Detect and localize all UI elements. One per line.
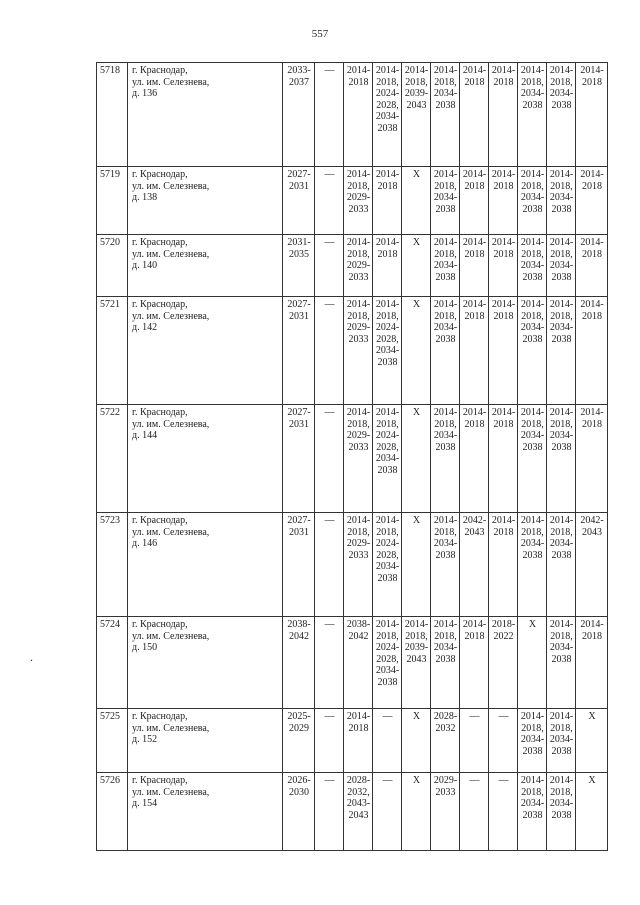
- period-cell: 2014- 2018, 2024- 2028, 2034- 2038: [373, 63, 402, 167]
- period-cell: 2014- 2018, 2039- 2043: [402, 63, 431, 167]
- period-cell: —: [460, 709, 489, 773]
- stray-mark: .: [30, 650, 33, 664]
- period-cell: 2014- 2018: [460, 167, 489, 235]
- address-cell: г. Краснодар, ул. им. Селезнева, д. 146: [128, 513, 283, 617]
- table-row: [97, 63, 608, 167]
- period-cell: 2014- 2018: [460, 235, 489, 297]
- address-cell: г. Краснодар, ул. им. Селезнева, д. 150: [128, 617, 283, 709]
- period-cell: X: [576, 773, 608, 851]
- period-cell: 2014- 2018: [460, 63, 489, 167]
- address-cell: г. Краснодар, ул. им. Селезнева, д. 152: [128, 709, 283, 773]
- period-cell: 2014- 2018: [489, 235, 518, 297]
- period-cell: 2014- 2018, 2024- 2028, 2034- 2038: [373, 617, 402, 709]
- period-cell: 2014- 2018, 2039- 2043: [402, 617, 431, 709]
- table-row: [97, 297, 608, 405]
- period-cell: 2014- 2018: [460, 617, 489, 709]
- period-cell: 2014- 2018: [489, 297, 518, 405]
- period-cell: 2014- 2018: [576, 167, 608, 235]
- period-cell: —: [315, 405, 344, 513]
- page-number: 557: [311, 28, 329, 40]
- row-number: 5721: [97, 297, 128, 405]
- period-cell: 2027- 2031: [283, 513, 315, 617]
- period-cell: 2014- 2018, 2034- 2038: [547, 167, 576, 235]
- period-cell: —: [460, 773, 489, 851]
- period-cell: 2014- 2018: [460, 297, 489, 405]
- period-cell: 2014- 2018: [576, 617, 608, 709]
- table-row: [97, 617, 608, 709]
- period-cell: 2014- 2018, 2034- 2038: [431, 405, 460, 513]
- period-cell: 2014- 2018, 2034- 2038: [518, 709, 547, 773]
- registry-table: [96, 62, 608, 851]
- address-cell: г. Краснодар, ул. им. Селезнева, д. 142: [128, 297, 283, 405]
- period-cell: X: [402, 297, 431, 405]
- period-cell: 2014- 2018, 2024- 2028, 2034- 2038: [373, 405, 402, 513]
- row-number: 5722: [97, 405, 128, 513]
- period-cell: 2014- 2018, 2029- 2033: [344, 405, 373, 513]
- row-number: 5718: [97, 63, 128, 167]
- period-cell: —: [489, 709, 518, 773]
- period-cell: 2014- 2018, 2034- 2038: [518, 63, 547, 167]
- period-cell: X: [518, 617, 547, 709]
- period-cell: —: [373, 773, 402, 851]
- table-row: [97, 167, 608, 235]
- period-cell: 2031- 2035: [283, 235, 315, 297]
- table-row: [97, 773, 608, 851]
- period-cell: 2027- 2031: [283, 167, 315, 235]
- period-cell: 2014- 2018: [460, 405, 489, 513]
- period-cell: —: [315, 297, 344, 405]
- row-number: 5726: [97, 773, 128, 851]
- period-cell: 2014- 2018: [576, 297, 608, 405]
- table-body: [97, 63, 608, 851]
- period-cell: 2028- 2032, 2043- 2043: [344, 773, 373, 851]
- address-cell: г. Краснодар, ул. им. Селезнева, д. 136: [128, 63, 283, 167]
- period-cell: 2029- 2033: [431, 773, 460, 851]
- period-cell: X: [576, 709, 608, 773]
- period-cell: 2026- 2030: [283, 773, 315, 851]
- period-cell: 2014- 2018: [489, 63, 518, 167]
- period-cell: 2014- 2018, 2024- 2028, 2034- 2038: [373, 297, 402, 405]
- period-cell: 2014- 2018, 2034- 2038: [431, 167, 460, 235]
- period-cell: 2014- 2018: [576, 235, 608, 297]
- period-cell: —: [315, 513, 344, 617]
- period-cell: 2014- 2018, 2034- 2038: [518, 235, 547, 297]
- period-cell: 2042- 2043: [576, 513, 608, 617]
- period-cell: X: [402, 773, 431, 851]
- period-cell: 2014- 2018, 2034- 2038: [547, 235, 576, 297]
- period-cell: 2014- 2018, 2034- 2038: [547, 405, 576, 513]
- period-cell: 2014- 2018, 2034- 2038: [431, 617, 460, 709]
- period-cell: 2028- 2032: [431, 709, 460, 773]
- period-cell: X: [402, 235, 431, 297]
- period-cell: 2038- 2042: [283, 617, 315, 709]
- period-cell: X: [402, 709, 431, 773]
- period-cell: 2033- 2037: [283, 63, 315, 167]
- period-cell: 2014- 2018: [489, 167, 518, 235]
- period-cell: 2014- 2018, 2029- 2033: [344, 167, 373, 235]
- period-cell: 2014- 2018, 2034- 2038: [431, 235, 460, 297]
- address-cell: г. Краснодар, ул. им. Селезнева, д. 138: [128, 167, 283, 235]
- period-cell: 2038- 2042: [344, 617, 373, 709]
- table-row: [97, 709, 608, 773]
- period-cell: 2014- 2018, 2034- 2038: [547, 773, 576, 851]
- table-row: [97, 235, 608, 297]
- period-cell: 2027- 2031: [283, 405, 315, 513]
- period-cell: 2014- 2018: [373, 235, 402, 297]
- period-cell: 2014- 2018: [344, 63, 373, 167]
- row-number: 5723: [97, 513, 128, 617]
- period-cell: —: [489, 773, 518, 851]
- period-cell: 2014- 2018, 2034- 2038: [518, 167, 547, 235]
- period-cell: X: [402, 513, 431, 617]
- period-cell: X: [402, 167, 431, 235]
- period-cell: —: [315, 235, 344, 297]
- period-cell: 2027- 2031: [283, 297, 315, 405]
- row-number: 5725: [97, 709, 128, 773]
- period-cell: 2014- 2018, 2034- 2038: [431, 63, 460, 167]
- period-cell: 2014- 2018, 2034- 2038: [431, 513, 460, 617]
- period-cell: 2018- 2022: [489, 617, 518, 709]
- period-cell: 2014- 2018: [489, 513, 518, 617]
- period-cell: 2014- 2018: [489, 405, 518, 513]
- period-cell: 2014- 2018, 2034- 2038: [518, 773, 547, 851]
- table-row: [97, 405, 608, 513]
- period-cell: 2014- 2018: [576, 405, 608, 513]
- period-cell: 2014- 2018, 2034- 2038: [547, 617, 576, 709]
- period-cell: —: [315, 63, 344, 167]
- period-cell: —: [315, 167, 344, 235]
- table-row: [97, 513, 608, 617]
- address-cell: г. Краснодар, ул. им. Селезнева, д. 144: [128, 405, 283, 513]
- period-cell: 2014- 2018, 2034- 2038: [547, 297, 576, 405]
- row-number: 5719: [97, 167, 128, 235]
- period-cell: 2014- 2018: [344, 709, 373, 773]
- period-cell: —: [315, 709, 344, 773]
- period-cell: 2014- 2018, 2029- 2033: [344, 513, 373, 617]
- period-cell: X: [402, 405, 431, 513]
- period-cell: 2014- 2018: [373, 167, 402, 235]
- period-cell: 2014- 2018, 2034- 2038: [547, 709, 576, 773]
- period-cell: 2014- 2018, 2034- 2038: [518, 513, 547, 617]
- period-cell: 2014- 2018, 2024- 2028, 2034- 2038: [373, 513, 402, 617]
- period-cell: 2014- 2018: [576, 63, 608, 167]
- period-cell: 2014- 2018, 2034- 2038: [547, 63, 576, 167]
- period-cell: 2014- 2018, 2034- 2038: [518, 297, 547, 405]
- period-cell: —: [315, 617, 344, 709]
- period-cell: 2014- 2018, 2034- 2038: [431, 297, 460, 405]
- row-number: 5720: [97, 235, 128, 297]
- period-cell: 2014- 2018, 2034- 2038: [518, 405, 547, 513]
- period-cell: 2025- 2029: [283, 709, 315, 773]
- period-cell: —: [315, 773, 344, 851]
- period-cell: —: [373, 709, 402, 773]
- period-cell: 2014- 2018, 2029- 2033: [344, 235, 373, 297]
- period-cell: 2042- 2043: [460, 513, 489, 617]
- address-cell: г. Краснодар, ул. им. Селезнева, д. 140: [128, 235, 283, 297]
- period-cell: 2014- 2018, 2034- 2038: [547, 513, 576, 617]
- row-number: 5724: [97, 617, 128, 709]
- address-cell: г. Краснодар, ул. им. Селезнева, д. 154: [128, 773, 283, 851]
- period-cell: 2014- 2018, 2029- 2033: [344, 297, 373, 405]
